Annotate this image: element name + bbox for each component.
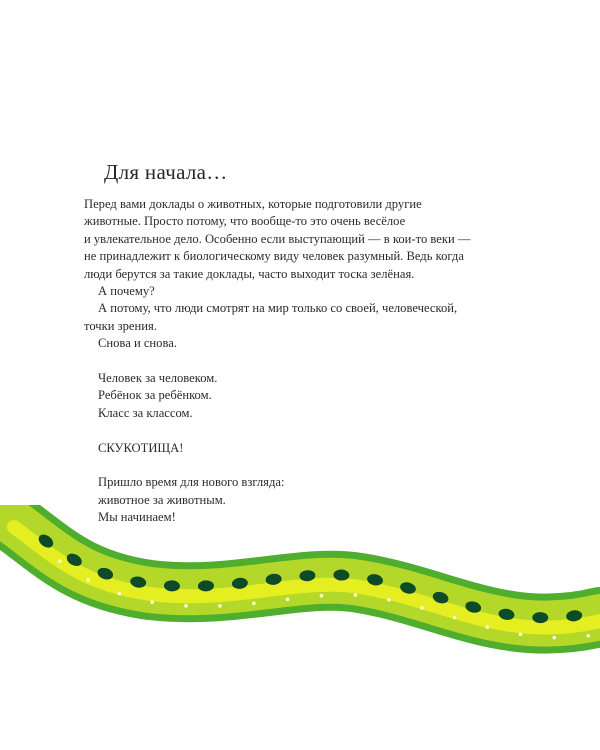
paragraph-gap [84,422,504,439]
text-line: люди берутся за такие доклады, часто выходит тоска зелёная. [84,266,415,281]
snake-dot [485,625,489,629]
snake-dot [286,598,290,602]
text-line: Человек за человеком. [98,371,218,386]
text-line: А потому, что люди смотрят на мир только со своей, человеческой, [98,301,458,316]
page-heading: Для начала… [104,160,228,184]
text-line: не принадлежит к биологическому виду человек разумный. Ведь когда [84,249,464,264]
snake-dot [86,578,90,582]
snake-dot [252,602,256,606]
snake-dot [387,598,391,602]
text-line: Ребёнок за ребёнком. [98,388,212,403]
text-line: точки зрения. [84,318,157,333]
text-line: СКУКОТИЩА! [98,440,184,455]
snake-dot [58,559,62,563]
text-line: и увлекательное дело. Особенно если выступающий — в кои-то веки — [84,231,471,246]
snake-dot [117,592,121,596]
text-line: А почему? [98,284,155,299]
paragraph-gap [84,457,504,474]
text-line: Снова и снова. [98,336,177,351]
snake-dot [184,604,188,608]
text-line: животные. Просто потому, что вообще-то это очень весёлое [84,214,406,229]
text-line: Мы начинаем! [98,510,176,525]
snake-icon [0,505,600,750]
body-text [84,196,504,527]
text-line: Пришло время для нового взгляда: [98,475,285,490]
snake-dot [218,604,222,608]
snake-dot [420,606,424,610]
snake-dot [586,634,590,638]
snake-dot [552,636,556,640]
snake-dot [320,594,324,598]
snake-dot [150,600,154,604]
text-line: Перед вами доклады о животных, которые подготовили другие [84,197,422,211]
snake-dot [354,593,358,597]
text-line: Класс за классом. [98,405,193,420]
text-line: животное за животным. [98,492,226,507]
snake-dot [453,616,457,620]
snake-dot [519,633,523,637]
paragraph-gap [84,353,504,370]
